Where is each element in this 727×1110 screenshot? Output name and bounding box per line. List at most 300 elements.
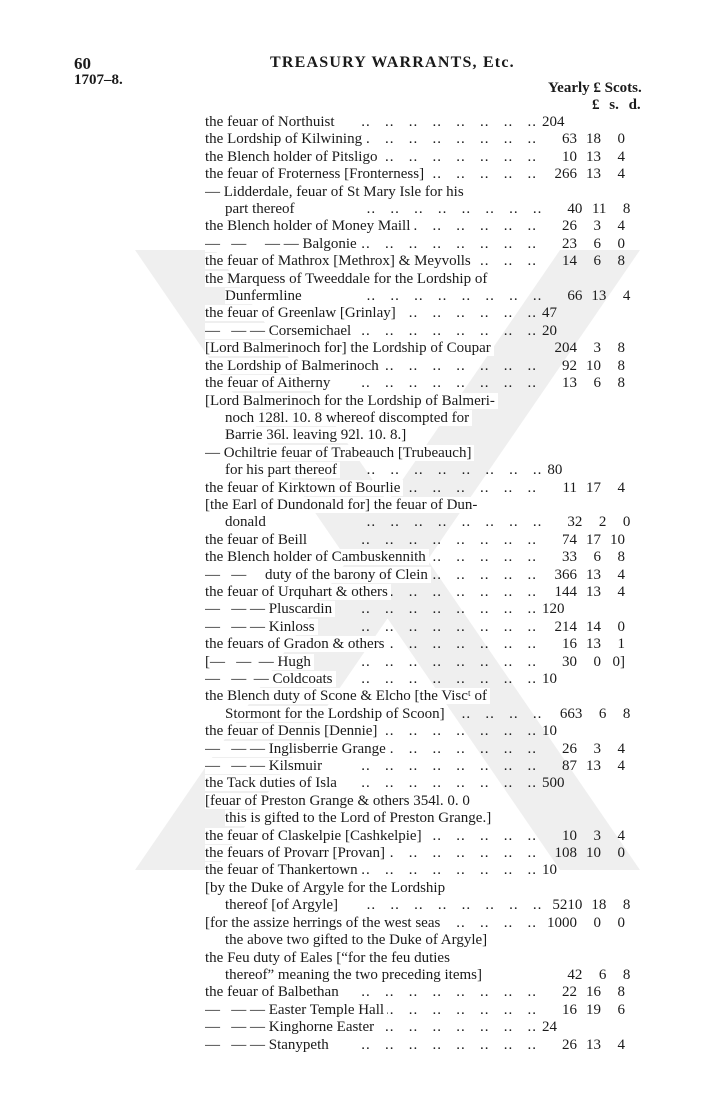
entry-amount [541,323,665,340]
amount-shillings [577,393,601,410]
entry-amount [541,828,665,845]
entry-description: the feuar of Thankertown .. [205,862,541,879]
entry-amount [541,131,665,148]
amount-shillings [578,601,602,618]
amount-shillings [578,862,602,879]
entry-description: [by the Duke of Argyle for the Lordship [205,880,541,897]
amount-pence [606,810,630,827]
entry-description: the Marquess of Tweeddale for the Lordship of [205,271,541,288]
entry-amount [541,393,665,410]
entry-amount [546,514,665,531]
amount-pounds: 80 [547,462,563,479]
entry-description: the feuar of Balbethan .. [205,984,541,1001]
amount-shillings [577,880,601,897]
entry-description: [for the assize herrings of the west seas .. [205,915,541,932]
amount-shillings [578,305,602,322]
amount-pounds: 32 [567,514,583,531]
amount-pence: 0] [612,653,625,670]
amount-shillings [578,1019,602,1036]
amount-shillings [578,323,602,340]
entry-amount [546,932,665,949]
ledger-row [205,480,665,497]
amount-pounds: 1000 [547,914,577,931]
entry-description: this is gifted to the Lord of Preston Grange.] [205,810,546,827]
entry-description: the Blench holder of Cambuskennith .. [205,549,541,566]
amount-pounds: 22 [562,984,577,1001]
amount-pounds [541,184,577,201]
ledger-row [205,862,665,879]
amount-pence [601,688,625,705]
entry-description: thereof” meaning the two preceding items] [205,967,546,984]
amount-pence [601,393,625,410]
entry-description: the feuar of Greenlaw [Grinlay] .. [205,305,541,322]
amount-pence: 8 [622,705,631,722]
column-units: £ s. d. [592,97,641,113]
amount-shillings [577,497,601,514]
amount-shillings: 6 [598,705,607,722]
entry-amount [541,445,665,462]
entry-amount [541,1037,665,1054]
amount-shillings: 6 [593,253,601,270]
amount-shillings: 3 [593,740,601,757]
amount-pounds [541,688,577,705]
amount-pence [602,114,626,131]
amount-pence: 4 [617,148,625,165]
entry-amount [546,410,665,427]
amount-pounds [546,932,582,949]
entry-description: the feuar of Claskelpie [Cashkelpie] .. [205,828,541,845]
entry-description: noch 128l. 10. 8 whereof discompted for [205,410,546,427]
amount-pounds [546,810,582,827]
amount-pounds: 66 [567,288,583,305]
entry-description: the above two gifted to the Duke of Argyle] [205,932,546,949]
entry-amount [541,271,665,288]
amount-pence [601,445,625,462]
ledger-row [205,636,665,653]
amount-shillings [578,671,602,688]
ledger-row [205,967,665,984]
ledger-row [205,950,665,967]
amount-shillings [582,810,606,827]
ledger-row [205,584,665,601]
amount-pounds: 500 [542,775,565,792]
amount-shillings: 18 [586,131,601,148]
amount-pence [606,427,630,444]
entry-description: — — — Pluscardin .. [205,601,541,618]
entry-description: the feuar of Urquhart & others .. [205,584,541,601]
ledger-row [205,1002,665,1019]
entry-amount [541,358,665,375]
entry-description: — Lidderdale, feuar of St Mary Isle for his [205,184,541,201]
amount-pence [602,862,626,879]
entry-amount [541,549,665,566]
entry-amount [541,741,665,758]
ledger-row [205,340,665,357]
amount-pence [601,497,625,514]
entry-description: Barrie 36l. leaving 92l. 10. 8.] [205,427,546,444]
amount-shillings [577,950,601,967]
amount-shillings: 3 [593,827,601,844]
amount-pounds: 74 [562,531,577,548]
entry-amount [541,184,665,201]
ledger-row [205,654,665,671]
entry-description: — — — Kinghorne Easter .. [205,1019,541,1036]
amount-pence [602,723,626,740]
amount-shillings: 19 [586,1001,601,1018]
ledger-row [205,741,665,758]
year-note: 1707–8. [74,72,123,88]
entry-description: the Feu duty of Eales [“for the feu duties [205,950,541,967]
entry-description: — — — Easter Temple Hall .. [205,1002,541,1019]
amount-pence: 4 [617,566,625,583]
entry-description: thereof [of Argyle] .. [205,897,546,914]
ledger-row [205,549,665,566]
entry-amount [541,619,665,636]
amount-pence: 0 [617,131,625,148]
ledger-row [205,218,665,235]
amount-pence: 8 [617,984,625,1001]
entry-description: — — — — Balgonie .. [205,236,541,253]
entry-amount [541,723,665,740]
amount-pence: 8 [617,357,625,374]
entry-description: — — — Kinloss .. [205,619,541,636]
entry-amount [541,984,665,1001]
amount-shillings: 16 [586,984,601,1001]
amount-pounds [541,950,577,967]
amount-pounds: 120 [542,601,565,618]
ledger-row [205,897,665,914]
entry-description: the feuar of Froterness [Fronterness] .. [205,166,541,183]
amount-pence: 8 [622,966,631,983]
amount-shillings: 6 [593,235,601,252]
entry-amount [541,671,665,688]
ledger-row [205,619,665,636]
ledger-row [205,253,665,270]
ledger-row [205,410,665,427]
entry-amount [546,897,665,914]
entry-description: — — — Corsemichael .. [205,323,541,340]
ledger-row [205,288,665,305]
ledger-row [205,845,665,862]
entry-description: donald .. [205,514,546,531]
amount-pence [601,880,625,897]
entry-amount [541,253,665,270]
amount-pounds [541,793,577,810]
ledger-row [205,323,665,340]
amount-shillings: 13 [586,636,601,653]
ledger-row [205,131,665,148]
amount-shillings [577,445,601,462]
amount-pounds: 11 [562,479,577,496]
entry-amount [541,688,665,705]
ledger-row [205,305,665,322]
amount-pence: 8 [617,340,625,357]
entry-description: — — — Stanypeth .. [205,1037,541,1054]
amount-pounds: 87 [562,758,577,775]
amount-pence: 8 [622,201,631,218]
amount-shillings: 13 [586,566,601,583]
entry-amount [541,567,665,584]
amount-pence: 0 [617,845,625,862]
entry-description: the feuars of Gradon & others .. [205,636,541,653]
amount-pence: 8 [617,549,625,566]
entry-description: the Tack duties of Isla .. [205,775,541,792]
amount-pence: 0 [617,618,625,635]
ledger-row [205,810,665,827]
ledger-row [205,828,665,845]
amount-pounds: 24 [542,1019,557,1036]
entry-description: the feuar of Kirktown of Bourlie .. [205,480,541,497]
amount-shillings: 10 [586,357,601,374]
amount-pence [602,775,626,792]
amount-pounds: 10 [562,148,577,165]
amount-pounds: 26 [562,740,577,757]
amount-pence [602,671,626,688]
amount-shillings: 13 [586,166,601,183]
entry-amount [541,654,665,671]
amount-pounds [546,427,582,444]
amount-shillings [582,410,606,427]
entry-description: [feuar of Preston Grange & others 354l. 0. 0 [205,793,541,810]
amount-shillings [577,271,601,288]
amount-pence: 4 [617,758,625,775]
amount-pence [602,1019,626,1036]
ledger-row [205,149,665,166]
amount-shillings: 6 [598,966,607,983]
amount-shillings: 6 [593,375,601,392]
amount-pounds: 16 [562,1001,577,1018]
column-title: Yearly £ Scots. [548,80,642,96]
ledger-row [205,880,665,897]
page-number: 60 [74,54,91,73]
amount-pence [607,462,631,479]
ledger-row [205,271,665,288]
ledger-row [205,932,665,949]
amount-pounds: 26 [562,218,577,235]
ledger-row [205,358,665,375]
entry-amount [541,114,665,131]
amount-shillings [578,723,602,740]
ledger-row [205,184,665,201]
ledger-row [205,758,665,775]
amount-pounds: 10 [562,827,577,844]
ledger-row [205,514,665,531]
amount-shillings [577,184,601,201]
ledger-row [205,114,665,131]
amount-pounds: 14 [562,253,577,270]
amount-pence: 4 [617,583,625,600]
amount-pounds: 33 [562,549,577,566]
amount-pence: 4 [617,827,625,844]
entry-description: [the Earl of Dundonald for] the feuar of Dun- [205,497,541,514]
ledger-row [205,375,665,392]
entry-amount [546,288,665,305]
ledger-row [205,671,665,688]
ledger-row [205,201,665,218]
amount-pounds [541,393,577,410]
amount-shillings [577,688,601,705]
ledger-row [205,445,665,462]
amount-pence: 8 [622,897,631,914]
amount-shillings: 13 [586,148,601,165]
entry-amount [541,340,665,357]
amount-shillings: 2 [598,514,607,531]
amount-pounds: 23 [562,235,577,252]
ledger-row [205,1019,665,1036]
entry-description: — — — Inglisberrie Grange .. [205,741,541,758]
ledger-row [205,427,665,444]
amount-pounds [541,271,577,288]
amount-pounds: 63 [562,131,577,148]
entry-description: — Ochiltrie feuar of Trabeauch [Trubeauch] [205,445,541,462]
amount-pence: 0 [617,914,625,931]
entry-amount [541,862,665,879]
entry-amount [541,166,665,183]
entry-amount [541,601,665,618]
amount-shillings [583,462,607,479]
amount-pence: 0 [622,514,631,531]
amount-pounds: 40 [567,201,583,218]
amount-pence: 0 [617,235,625,252]
entry-amount [541,149,665,166]
entry-description: the Blench duty of Scone & Elcho [the Viscᵗ of [205,688,541,705]
ledger-row [205,393,665,410]
entry-description: Stormont for the Lordship of Scoon] .. [205,706,546,723]
entry-amount [546,706,665,723]
amount-shillings: 3 [593,218,601,235]
ledger-row [205,1037,665,1054]
amount-pounds: 10 [542,723,557,740]
amount-pounds: 10 [542,671,557,687]
amount-pounds: 92 [562,357,577,374]
entries-list [205,114,665,1054]
entry-amount [541,375,665,392]
amount-shillings [582,932,606,949]
amount-pence [606,932,630,949]
ledger-row [205,497,665,514]
ledger-row [205,688,665,705]
amount-pounds: 204 [542,114,565,130]
amount-shillings: 0 [593,914,601,931]
ledger-row [205,706,665,723]
running-head: TREASURY WARRANTS, Etc. [270,54,515,71]
amount-pence: 8 [617,253,625,270]
amount-pence: 4 [617,218,625,235]
entry-amount [546,201,665,218]
amount-shillings: 11 [591,201,607,218]
entry-description: the Lordship of Balmerinoch .. [205,358,541,375]
amount-pounds: 26 [562,1036,577,1053]
entry-amount [541,480,665,497]
amount-pence [601,184,625,201]
amount-shillings [582,427,606,444]
entry-description: the feuar of Northuist .. [205,114,541,131]
amount-pence: 4 [617,166,625,183]
amount-pence: 6 [617,1001,625,1018]
amount-shillings [577,793,601,810]
entry-amount [546,967,665,984]
entry-amount [541,758,665,775]
amount-shillings: 14 [586,618,601,635]
entry-amount [541,584,665,601]
entry-amount [541,775,665,792]
entry-amount [541,636,665,653]
amount-shillings: 10 [586,845,601,862]
entry-description: for his part thereof .. [205,462,546,479]
amount-pence [602,601,626,618]
amount-pence [601,793,625,810]
amount-pounds: 13 [562,375,577,392]
ledger-row [205,166,665,183]
entry-description: Dunfermline .. [205,288,546,305]
entry-description: the feuars of Provarr [Provan] .. [205,845,541,862]
entry-amount [541,236,665,253]
entry-amount [546,462,665,479]
ledger-row [205,532,665,549]
entry-description: — — — Coldcoats .. [205,671,541,688]
amount-pence: 4 [617,740,625,757]
entry-amount [541,532,665,549]
entry-amount [546,810,665,827]
amount-pence [602,323,626,340]
amount-shillings: 3 [593,340,601,357]
amount-pounds: 266 [554,166,577,183]
entry-amount [541,305,665,322]
amount-pence: 4 [622,288,631,305]
amount-pounds [541,880,577,897]
entry-amount [541,845,665,862]
amount-pounds: 663 [559,705,583,722]
entry-description: the feuar of Beill .. [205,532,541,549]
amount-pounds: 108 [554,845,577,862]
amount-pence [601,950,625,967]
amount-pounds: 30 [562,653,577,670]
amount-pence: 1 [617,636,625,653]
entry-description: — — duty of the barony of Clein .. [205,567,541,584]
amount-shillings: 13 [586,583,601,600]
entry-amount [541,218,665,235]
ledger-row [205,723,665,740]
ledger-row [205,775,665,792]
amount-pounds: 5210 [552,897,583,914]
amount-pence: 4 [617,1036,625,1053]
entry-description: the feuar of Aitherny .. [205,375,541,392]
ledger-row [205,462,665,479]
entry-description: the Lordship of Kilwining .. [205,131,541,148]
amount-pounds: 16 [562,636,577,653]
ledger-row [205,793,665,810]
amount-shillings: 17 [586,531,601,548]
amount-pounds: 47 [542,305,557,322]
entry-description: [Lord Balmerinoch for] the Lordship of Coupar [205,340,541,357]
entry-description: the Blench holder of Pitsligo .. [205,149,541,166]
ledger-row [205,984,665,1001]
entry-amount [541,1002,665,1019]
amount-pence [601,271,625,288]
amount-shillings: 13 [586,1036,601,1053]
amount-pounds: 214 [554,618,577,635]
entry-description: the Blench holder of Money Maill .. [205,218,541,235]
amount-shillings: 17 [586,479,601,496]
amount-pounds [541,445,577,462]
amount-shillings: 18 [591,897,607,914]
amount-shillings: 13 [591,288,607,305]
amount-shillings: 6 [593,549,601,566]
entry-description: part thereof .. [205,201,546,218]
entry-description: [Lord Balmerinoch for the Lordship of Balmeri- [205,393,541,410]
entry-amount [541,497,665,514]
entry-amount [546,427,665,444]
